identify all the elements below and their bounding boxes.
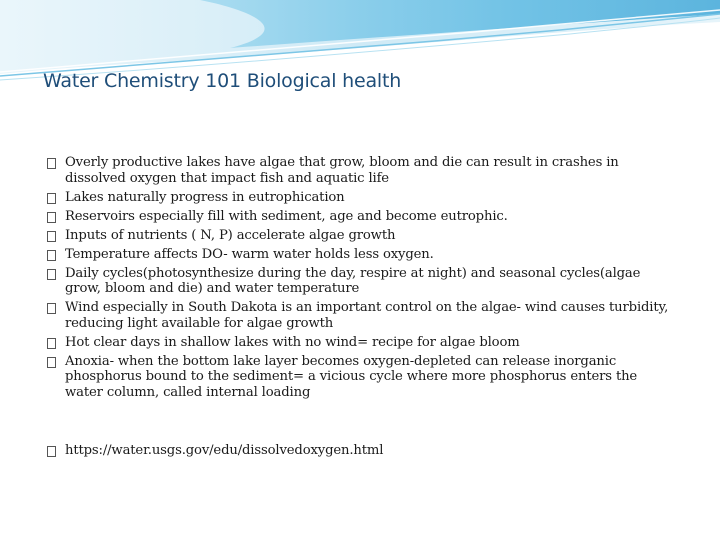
bullet-text: Hot clear days in shallow lakes with no wind= recipe for algae bloom [65, 334, 520, 350]
bullet-item [47, 266, 677, 297]
reference-link-item[interactable] [47, 443, 695, 459]
bullet-square-icon [47, 250, 56, 261]
bullet-item [47, 300, 677, 331]
reference-link[interactable]: https://water.usgs.gov/edu/dissolvedoxygen.html [65, 443, 384, 458]
bullet-text: Inputs of nutrients ( N, P) accelerate algae growth [65, 227, 396, 243]
bullet-item [47, 155, 677, 186]
bullet-square-icon [47, 193, 56, 204]
bullet-item [47, 335, 677, 351]
bullet-item [47, 247, 677, 263]
bullet-square-icon [47, 158, 56, 169]
bullet-text: Reservoirs especially fill with sediment, age and become eutrophic. [65, 208, 508, 224]
bullet-text: Anoxia- when the bottom lake layer becomes oxygen-depleted can release inorganic phosphorus bound to the sediment= a vicious cycle where more phosphorus enters the water column, called internal loading [65, 353, 638, 400]
bullet-text: Overly productive lakes have algae that grow, bloom and die can result in crashes in dissolved oxygen that impact fish and aquatic life [65, 155, 619, 186]
bullet-square-icon [47, 212, 56, 223]
slide-title: Water Chemistry 101 Biological health [43, 70, 402, 92]
bullet-item [47, 190, 677, 206]
bullet-text: Daily cycles(photosynthesize during the day, respire at night) and seasonal cycles(algae grow, bloom and die) and water temperature [65, 265, 641, 297]
bullet-item [47, 209, 677, 225]
bullet-square-icon [47, 231, 56, 242]
bullet-text: Temperature affects DO- warm water holds less oxygen. [65, 246, 434, 262]
bullet-item [47, 354, 677, 401]
bullet-list [47, 155, 677, 404]
bullet-square-icon [47, 446, 56, 457]
bullet-text: Lakes naturally progress in eutrophication [65, 189, 345, 205]
bullet-square-icon [47, 303, 56, 314]
bullet-square-icon [47, 357, 56, 368]
bullet-square-icon [47, 269, 56, 280]
bullet-item [47, 228, 677, 244]
bullet-square-icon [47, 338, 56, 349]
bullet-text: Wind especially in South Dakota is an important control on the algae- wind causes turbidity, reducing light available for algae growth [65, 300, 669, 331]
